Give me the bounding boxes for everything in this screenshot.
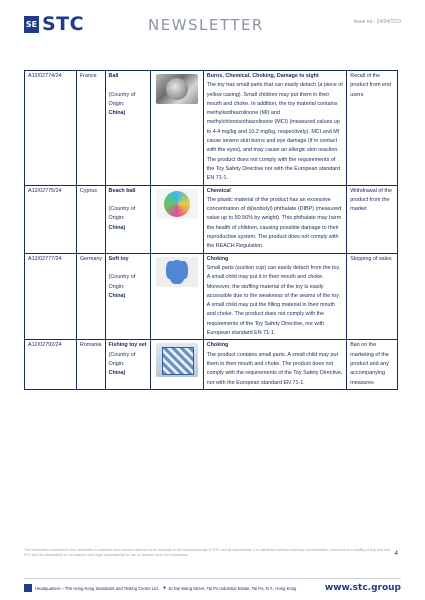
beach-ball-product-image: [156, 189, 198, 219]
origin-country: China): [108, 224, 126, 231]
risk-title: Choking: [206, 342, 229, 349]
headquarters-text: Headquarters – The Hong Kong Standards and Testing Centre Ltd.: [35, 585, 159, 591]
origin-prefix: (Country of: [108, 274, 136, 281]
website-link[interactable]: www.stc.group: [324, 583, 401, 593]
product-cell: [105, 253, 150, 340]
origin-prefix: (Country of: [108, 351, 136, 358]
recall-table: [24, 70, 398, 390]
origin-label: Origin:: [108, 360, 125, 367]
disclaimer-text: The information contained in this newsletter is obtained from sources believed to be accurate to the best knowledge of STC and its subsidiaries. It is distributed without warranty, representation, inducement or liability of any kind and STC and its subsidiaries do not assume any legal responsibility for use or reliance upon the information.: [24, 548, 391, 557]
ref-cell: A12/02774/24: [25, 71, 77, 186]
country-cell: France: [76, 71, 105, 186]
table-row: [25, 71, 398, 186]
page-header: [0, 0, 425, 50]
risk-cell: [203, 340, 346, 389]
image-cell: [150, 253, 203, 340]
page-number: 4: [394, 551, 398, 557]
risk-cell: [203, 185, 346, 253]
risk-cell: [203, 71, 346, 186]
address-text: 10 Dai Wang Street, Tai Po Industrial Estate, Tai Po, N.T., Hong Kong: [167, 585, 297, 591]
ref-cell: A12/02777/24: [25, 253, 77, 340]
footer-bar: [24, 578, 401, 593]
origin-prefix: (Country of: [108, 91, 136, 98]
product-name: Fishing toy set: [108, 342, 147, 349]
risk-text: The toy has small parts that can easily detach (a piece of yellow casing). Small children may put them in their mouth and choke. In addition, the toy material contains methylisothiazolinone (MI) and methylchloroisothiazolinone (MCI) (measured values up to 4.4 mg/kg and 10.2 mg/kg, respectively). MCI and MI cause severe skin burns and eye damage (if in contact with the eyes), and may cause an allergic skin reaction. The product does not comply with the requirements of the Toy Safety Directive nor with the European standard EN 71-1.: [206, 82, 343, 182]
product-cell: [105, 185, 150, 253]
risk-title: Choking: [206, 255, 229, 262]
origin-label: Origin:: [108, 283, 125, 290]
stc-logo-mark: SE: [24, 16, 39, 33]
ball-product-image: [156, 74, 198, 104]
country-cell: Cyprus: [76, 185, 105, 253]
measure-cell: Stopping of sales: [347, 253, 398, 340]
table-row: [25, 340, 398, 389]
image-cell: [150, 340, 203, 389]
measure-cell: Recall of the product from end users: [347, 71, 398, 186]
origin-prefix: (Country of: [108, 206, 136, 213]
newsletter-title: NEWSLETTER: [148, 16, 264, 34]
image-cell: [150, 71, 203, 186]
image-cell: [150, 185, 203, 253]
soft-toy-product-image: [156, 257, 198, 287]
origin-country: China): [108, 110, 126, 117]
country-cell: Romania: [76, 340, 105, 389]
product-name: Beach ball: [108, 187, 136, 194]
risk-text: The plastic material of the product has an excessive concentration of di(isobutyl) phthalate (DIBP) (measured value up to 50.56% by weight). This phthalate may harm the health of children, causing possible damage to their reproductive system. The product does not comply with the REACH Regulation.: [206, 196, 342, 250]
ref-cell: A12/02775/24: [25, 185, 77, 253]
origin-country: China): [108, 292, 126, 299]
risk-title: Burns, Chemical, Choking, Damage to sight: [206, 73, 319, 79]
hkstc-logo-icon: [24, 584, 32, 592]
table-row: [25, 253, 398, 340]
product-cell: [105, 71, 150, 186]
ref-cell: A12/02792/24: [25, 340, 77, 389]
risk-title: Chemical: [206, 187, 231, 194]
origin-country: China): [108, 370, 126, 377]
stc-logo: [24, 14, 84, 34]
origin-label: Origin:: [108, 215, 125, 222]
product-name: Soft toy: [108, 255, 129, 262]
risk-text: Small parts (suction cup) can easily detach from the toy. A small child may put it in their mouth and choke. Moreover, the stuffing material of the toy is easily accessible due to the weakness of the seams of the toy. A small child may put the filling material in their mouth and choke. The product does not comply with the requirements of the Toy Safety Directive, nor with European standard EN 71-1.: [206, 264, 341, 337]
location-pin-icon: ●: [162, 585, 166, 591]
country-cell: Germany: [76, 253, 105, 340]
measure-cell: Ban on the marketing of the product and any accompanying measures: [347, 340, 398, 389]
fishing-toy-product-image: [156, 343, 198, 377]
product-cell: [105, 340, 150, 389]
table-row: [25, 185, 398, 253]
risk-cell: [203, 253, 346, 340]
stc-logo-text: STC: [42, 13, 85, 35]
issue-number: Issue no.: 24/24/TCO: [353, 19, 401, 25]
product-name: Ball: [108, 73, 119, 79]
measure-cell: Withdrawal of the product from the market: [347, 185, 398, 253]
risk-text: The product contains small parts. A small child may put them in their mouth and choke. The product does not comply with the requirements of the Toy Safety Directive, nor with the European standard EN 71-1.: [206, 351, 343, 386]
origin-label: Origin:: [108, 100, 125, 107]
